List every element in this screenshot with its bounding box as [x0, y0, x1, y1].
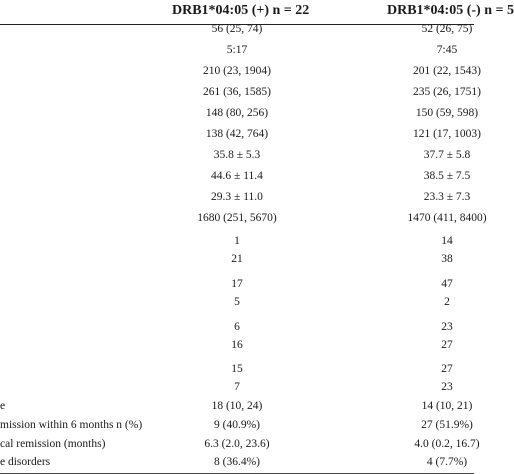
- cell-drb1-negative: 27: [441, 339, 453, 351]
- row-label: e disorders: [0, 456, 51, 468]
- cell-drb1-negative: 38: [441, 253, 453, 265]
- cell-drb1-positive: 6.3 (2.0, 23.6): [204, 438, 270, 450]
- cell-drb1-negative: 150 (59, 598): [415, 107, 479, 119]
- cell-drb1-positive: 7: [234, 381, 240, 393]
- cell-drb1-positive: 18 (10, 24): [211, 400, 263, 412]
- cell-drb1-negative: 121 (17, 1003): [412, 128, 482, 140]
- cell-drb1-positive: 6: [234, 321, 240, 333]
- table-row: [0, 293, 474, 311]
- cell-drb1-negative: 4.0 (0.2, 16.7): [414, 438, 480, 450]
- cell-drb1-negative: 47: [441, 278, 453, 290]
- cell-drb1-negative: 14 (10, 21): [421, 400, 473, 412]
- table-row: [0, 167, 474, 185]
- cell-drb1-positive: 1680 (251, 5670): [197, 212, 277, 224]
- table-row: [0, 397, 474, 415]
- table-row: [0, 209, 487, 227]
- cell-drb1-positive: 21: [231, 253, 243, 265]
- cell-drb1-negative: 4 (7.7%): [426, 456, 468, 468]
- cell-drb1-positive: 15: [231, 363, 243, 375]
- cell-drb1-positive: 210 (23, 1904): [202, 65, 272, 77]
- cell-drb1-negative: 201 (22, 1543): [412, 65, 482, 77]
- table-row: [0, 416, 474, 434]
- cell-drb1-negative: 235 (26, 1751): [412, 86, 482, 98]
- table-row: [0, 360, 474, 378]
- table-row: [0, 83, 482, 101]
- cell-drb1-negative: 38.5 ± 7.5: [423, 170, 471, 182]
- cell-drb1-positive: 35.8 ± 5.3: [213, 149, 261, 161]
- cell-drb1-positive: 9 (40.9%): [214, 419, 260, 431]
- cell-drb1-negative: 7:45: [436, 44, 458, 56]
- row-label: cal remission (months): [0, 438, 106, 450]
- row-label: mission within 6 months n (%): [0, 419, 143, 431]
- table-row: [0, 250, 474, 268]
- cell-drb1-positive: 5: [234, 296, 240, 308]
- column-header-drb1-negative: DRB1*04:05 (-) n = 5: [387, 3, 514, 18]
- cell-drb1-positive: 5:17: [226, 44, 248, 56]
- table-row: [0, 125, 482, 143]
- cell-drb1-positive: 16: [231, 339, 243, 351]
- cell-drb1-negative: 2: [444, 296, 450, 308]
- cell-drb1-positive: 261 (36, 1585): [202, 86, 272, 98]
- table-row: [0, 188, 474, 206]
- table-row: [0, 62, 482, 80]
- cell-drb1-negative: 14: [441, 235, 453, 247]
- cell-drb1-positive: 1: [234, 235, 240, 247]
- cell-drb1-positive: 8 (36.4%): [214, 456, 260, 468]
- table-row: [0, 146, 474, 164]
- cell-drb1-negative: 23: [441, 381, 453, 393]
- table-row: [0, 275, 474, 293]
- table-row: [0, 453, 474, 471]
- cell-drb1-positive: 56 (25, 74): [211, 23, 263, 35]
- table-row: [0, 104, 479, 122]
- cell-drb1-positive: 148 (80, 256): [205, 107, 269, 119]
- table-row: [0, 336, 474, 354]
- cell-drb1-negative: 1470 (411, 8400): [407, 212, 487, 224]
- table-row: [0, 318, 474, 336]
- cell-drb1-negative: 27: [441, 363, 453, 375]
- column-header-drb1-positive: DRB1*04:05 (+) n = 22: [172, 3, 310, 18]
- cell-drb1-negative: 52 (26, 75): [421, 23, 473, 35]
- cell-drb1-positive: 44.6 ± 11.4: [211, 170, 263, 182]
- table-row: [0, 20, 474, 38]
- table-row: [0, 232, 474, 250]
- cell-drb1-negative: 23: [441, 321, 453, 333]
- cell-drb1-positive: 29.3 ± 11.0: [211, 191, 263, 203]
- cell-drb1-negative: 27 (51.9%): [421, 419, 473, 431]
- table-row: [0, 41, 474, 59]
- cell-drb1-positive: 17: [231, 278, 243, 290]
- table-row: [0, 435, 480, 453]
- table-row: [0, 378, 474, 396]
- cell-drb1-negative: 23.3 ± 7.3: [423, 191, 471, 203]
- row-label: e: [0, 400, 6, 412]
- cell-drb1-negative: 37.7 ± 5.8: [423, 149, 471, 161]
- cell-drb1-positive: 138 (42, 764): [205, 128, 269, 140]
